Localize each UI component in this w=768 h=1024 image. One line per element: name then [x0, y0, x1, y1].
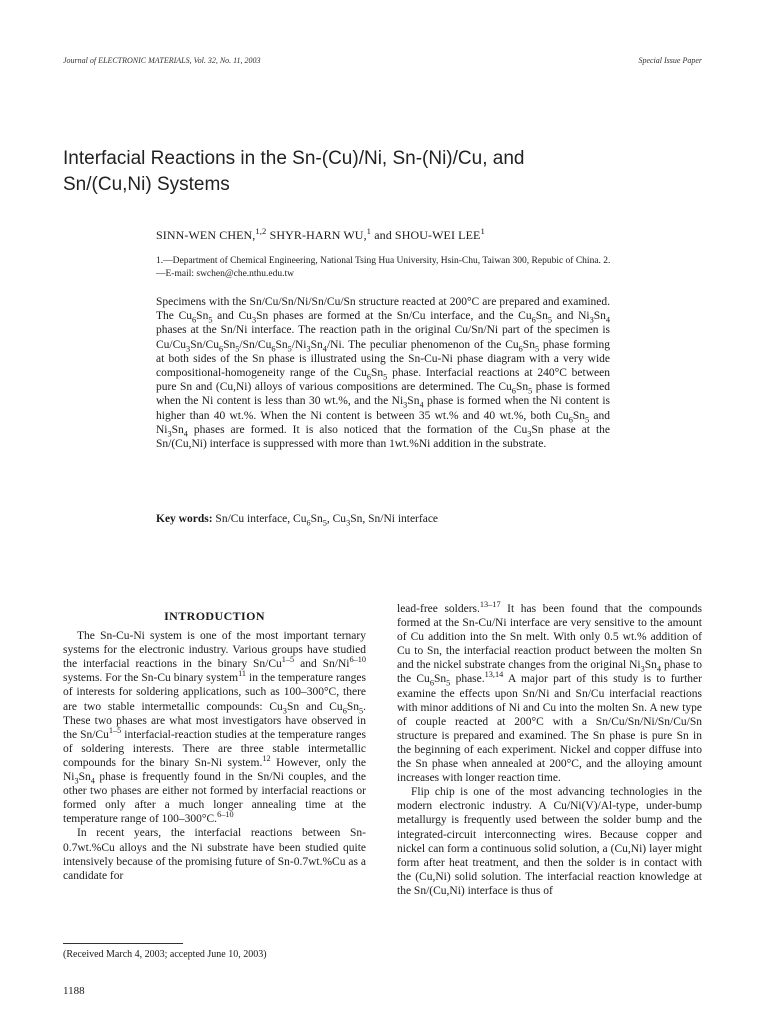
keywords [156, 512, 610, 526]
journal-running-head: Journal of ELECTRONIC MATERIALS, Vol. 32, No. 11, 2003 [63, 56, 261, 65]
left-paragraph-2: In recent years, the interfacial reactions between Sn-0.7wt.%Cu alloys and the Ni substrate have been studied quite intensively because of the promising future of Sn-0.7wt.%Cu as a candidate for [63, 827, 366, 882]
left-paragraph-1: The Sn-Cu-Ni system is one of the most important ternary systems for the electronic industry. Various groups have studied the interfacial reactions in the binary Sn/Cu$^{1-5}$ and Sn/Ni$^{6-10}$ systems. For the Sn-Cu binary system$^{11}$ in the temperature ranges of interests for soldering applications, such as 100–300°C, there are two stable intermetallic compounds: $Cu_3Sn$ and $Cu_6Sn_5$. These two phases are what most investigators have observed in the Sn/Cu$^{1-5}$ interfacial-reaction studies at the temperature ranges of soldering interests. There are three stable intermetallic compounds for the binary Sn-Ni system.$^{12}$ However, only the $Ni_3Sn_4$ phase is frequently found in the Sn/Ni couples, and the other two phases are either not formed by interfacial reactions or formed only after a much longer annealing time at the temperature range of 100–300°C.$^{6-10}$ [63, 630, 367, 826]
abstract: Specimens with the Sn/Cu/Sn/Ni/Sn/Cu/Sn structure reacted at 200°C are prepared and examined. The $Cu_6Sn_5$ and $Cu_3Sn$ phases are formed at the Sn/Cu interface, and the $Cu_6Sn_5$ and $Ni_3Sn_4$ phases at the Sn/Ni interface. The reaction path in the original Cu/Sn/Ni part of the specimen is $Cu/Cu_3Sn/Cu_6Sn_5/Sn/Cu_6Sn_5/Ni_3Sn_4/Ni$. The peculiar phenomenon of the $Cu_6Sn_5$ phase forming at both sides of the Sn phase is illustrated using the Sn-Cu-Ni phase diagram with a very wide compositional-homogeneity range of the $Cu_6Sn_5$ phase. Interfacial reactions at 240°C between pure Sn and (Cu,Ni) alloys of various compositions are determined. The $Cu_6Sn_5$ phase is formed when the Ni content is less than 30 wt.%, and the $Ni_3Sn_4$ phase is formed when the Ni content is higher than 40 wt.%. When the Ni content is between 35 wt.% and 40 wt.%, both $Cu_6Sn_5$ and $Ni_3Sn_4$ phases are formed. It is also noticed that the formation of the $Cu_3Sn$ phase at the Sn/(Cu,Ni) interface is suppressed with more than 1wt.%Ni addition in the substrate. [156, 296, 611, 451]
title-line-1: Interfacial Reactions in the Sn-(Cu)/Ni, Sn-(Ni)/Cu, and [63, 148, 525, 169]
keywords-list: Sn/Cu interface, $Cu_6Sn_5$, $Cu_3Sn$, Sn/Ni interface [215, 513, 439, 528]
title-line-2: Sn/(Cu,Ni) Systems [63, 174, 230, 195]
left-column [63, 609, 366, 883]
keywords-label: Key words: [156, 513, 213, 525]
right-paragraph-2: Flip chip is one of the most advancing technologies in the modern electronic industry. A Cu/Ni(V)/Al-type, under-bump metallurgy is frequently used between the solder bump and the integrated-circuit interconnecting wires. Because copper and nickel can form a continuous solid solution, a (Cu,Ni) layer might form after heat treatment, and then the solder is in contact with the (Cu,Ni) solid solution. The interfacial reaction knowledge at the Sn/(Cu,Ni) interface is thus of [397, 786, 702, 897]
author-affiliation: 1.—Department of Chemical Engineering, National Tsing Hua University, Hsin-Chu, Taiwan 300, Repubic of China. 2.—E-mail: swchen@che.nthu.edu.tw [156, 256, 611, 279]
article-title [63, 146, 703, 198]
received-dates: (Received March 4, 2003; accepted June 10, 2003) [63, 949, 267, 960]
page-number: 1188 [63, 985, 85, 997]
introduction-heading: INTRODUCTION [164, 609, 265, 623]
right-paragraph-1: lead-free solders.$^{13-17}$ It has been found that the compounds formed at the Sn-Cu/Ni interface are very sensitive to the amount of Cu addition into the Sn melt. With only 0.5 wt.% addition of Cu to Sn, the interfacial reaction product between the molten Sn and the nickel substrate changes from the original $Ni_3Sn_4$ phase to the $Cu_6Sn_5$ phase.$^{13,14}$ A major part of this study is to further examine the effects upon Sn/Ni and Sn/Cu interfacial reactions with minor additions of Ni and Cu into the molten Sn. A new type of couple reacted at 200°C with a Sn/Cu/Sn/Ni/Sn/Cu/Sn structure is prepared and examined. The Sn phase is pure Sn in the beginning of each experiment. Nickel and copper diffuse into the Sn phase when annealed at 200°C, and the alloying amount increases with longer reaction time. [397, 600, 702, 785]
footnote-divider [63, 943, 183, 944]
author-list: SINN-WEN CHEN,$^{1,2}$ SHYR-HARN WU,$^1$ and SHOU-WEI LEE$^1$ [156, 226, 485, 242]
right-column [397, 602, 702, 898]
special-issue-label: Special Issue Paper [638, 56, 702, 65]
